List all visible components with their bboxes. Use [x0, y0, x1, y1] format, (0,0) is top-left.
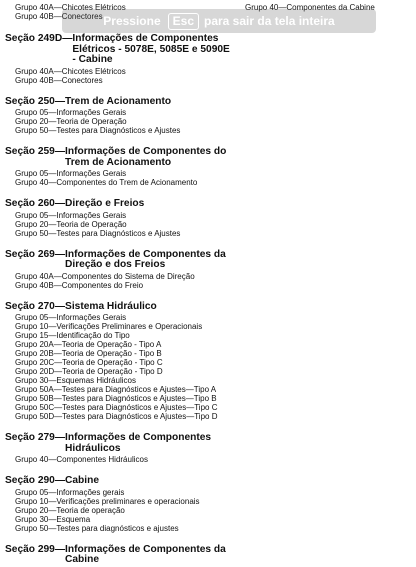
section-number: Seção 290— — [5, 475, 66, 486]
toc-entry[interactable]: Grupo 40A—Componentes do Sistema de Direção — [15, 271, 195, 281]
section-title: Informações de Componentes Hidráulicos — [65, 432, 212, 454]
section-title: Informações de Componentes da Cabine — [65, 543, 226, 565]
toc-section — [5, 147, 235, 187]
toc-entry[interactable]: Grupo 20—Teoria de operação — [15, 505, 125, 515]
toc-entry[interactable]: Grupo 40A—Chicotes Elétricos — [15, 66, 126, 76]
section-title: Informações de Componentes do Trem de Acionamento — [65, 146, 227, 168]
toc-entry[interactable]: Grupo 40—Componentes da Cabine — [245, 3, 375, 12]
toc-entry[interactable]: Grupo 50—Testes para Diagnósticos e Ajustes — [15, 228, 181, 238]
toc-entry[interactable]: Grupo 40B—Componentes do Freio — [15, 280, 144, 290]
hint-suffix: para sair da tela inteira — [204, 14, 335, 28]
toc-entry[interactable]: Grupo 10—Verificações Preliminares e Operacionais — [15, 322, 203, 331]
section-heading[interactable] — [5, 97, 235, 108]
toc-entry[interactable]: Grupo 05—Informações Gerais — [15, 108, 127, 117]
toc-entry[interactable]: Grupo 20A—Teoria de Operação - Tipo A — [15, 340, 162, 349]
toc-entry[interactable]: Grupo 50A—Testes para Diagnósticos e Ajustes—Tipo A — [15, 385, 217, 394]
toc-entry[interactable]: Grupo 20—Teoria de Operação — [15, 117, 127, 126]
section-title: Sistema Hidráulico — [65, 300, 157, 312]
toc-section — [5, 545, 235, 566]
toc-entry[interactable]: Grupo 20—Teoria de Operação — [15, 219, 127, 229]
section-heading[interactable] — [5, 250, 235, 271]
toc-entry[interactable]: Grupo 40—Componentes do Trem de Acionamento — [15, 178, 198, 187]
toc-left-column — [5, 3, 235, 567]
toc-entry[interactable]: Grupo 05—Informações Gerais — [15, 169, 127, 178]
section-heading[interactable] — [5, 545, 235, 566]
section-title: Informações de Componentes da Direção e dos Freios — [65, 248, 226, 270]
toc-entry[interactable]: Grupo 50C—Testes para Diagnósticos e Ajustes—Tipo C — [15, 403, 218, 412]
toc-entry[interactable]: Grupo 40A—Chicotes Elétricos — [15, 3, 126, 12]
toc-section — [5, 476, 235, 533]
toc-entry[interactable]: Grupo 30—Esquema — [15, 514, 91, 524]
section-number: Seção 259— — [5, 146, 66, 157]
toc-entry[interactable]: Grupo 40B—Conectores — [15, 75, 103, 85]
fullscreen-exit-hint — [62, 9, 376, 33]
toc-entry[interactable]: Grupo 50B—Testes para Diagnósticos e Ajustes—Tipo B — [15, 394, 217, 403]
toc-entry[interactable]: Grupo 05—Informações gerais — [15, 487, 125, 497]
toc-entry[interactable]: Grupo 20D—Teoria de Operação - Tipo D — [15, 367, 163, 376]
toc-section — [5, 97, 235, 136]
toc-entry[interactable]: Grupo 30—Esquemas Hidráulicos — [15, 376, 136, 385]
section-heading[interactable] — [5, 199, 235, 210]
toc-entry[interactable]: Grupo 10—Verificações preliminares e operacionais — [15, 496, 200, 506]
section-number: Seção 279— — [5, 432, 66, 443]
section-number: Seção 299— — [5, 543, 66, 555]
section-heading[interactable] — [5, 302, 235, 313]
toc-entry[interactable]: Grupo 40B—Conectores — [15, 12, 103, 21]
toc-entry[interactable]: Grupo 05—Informações Gerais — [15, 210, 127, 220]
toc-entry[interactable]: Grupo 20C—Teoria de Operação - Tipo C — [15, 358, 163, 367]
toc-section — [5, 199, 235, 238]
toc-entry[interactable]: Grupo 05—Informações Gerais — [15, 313, 127, 322]
section-heading[interactable] — [5, 476, 235, 487]
section-number: Seção 250— — [5, 95, 66, 107]
section-title: Informações de Componentes Elétricos - 5078E, 5085E e 5090E - Cabine — [72, 33, 230, 65]
toc-entry[interactable]: Grupo 50D—Testes para Diagnósticos e Ajustes—Tipo D — [15, 412, 218, 421]
section-number: Seção 270— — [5, 300, 66, 312]
section-number: Seção 260— — [5, 198, 66, 209]
toc-section — [5, 302, 235, 422]
toc-entry[interactable]: Grupo 40—Componentes Hidráulicos — [15, 455, 148, 464]
hint-prefix: Pressione — [103, 14, 161, 28]
toc-entry[interactable]: Grupo 50—Testes para Diagnósticos e Ajustes — [15, 126, 181, 135]
toc-entry[interactable]: Grupo 50—Testes para diagnósticos e ajustes — [15, 523, 179, 533]
toc-section — [5, 433, 235, 464]
section-heading[interactable] — [5, 147, 235, 168]
section-title: Cabine — [65, 475, 99, 486]
esc-key-badge: Esc — [168, 13, 199, 30]
section-heading[interactable] — [5, 433, 235, 454]
toc-entry[interactable]: Grupo 15—Identificação do Tipo — [15, 331, 130, 340]
toc-entry[interactable]: Grupo 20B—Teoria de Operação - Tipo B — [15, 349, 162, 358]
section-title: Direção e Freios — [65, 198, 145, 209]
section-number: Seção 249D— — [5, 33, 73, 44]
section-heading[interactable] — [5, 34, 235, 66]
toc-section — [5, 250, 235, 290]
section-title: Trem de Acionamento — [65, 95, 172, 107]
toc-section — [5, 34, 235, 85]
section-number: Seção 269— — [5, 248, 66, 260]
